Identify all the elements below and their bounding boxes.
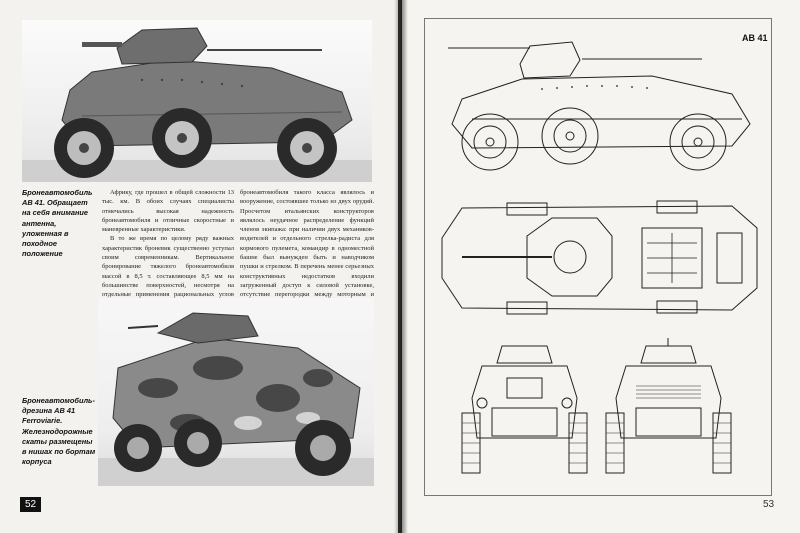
photo-caption-top: Бронеавтомобиль АВ 41. Обращает на себя внимание антенна, уложенная в походное положение [22,188,93,259]
camouflaged-armored-car-photo [98,298,374,486]
paragraph: В то же время по целому ряду важных характеристик броневик существенно уступал своим современникам. Вертикальное бронирование тяжелого бронеавтомобиля массой в 8,5 т. составляющее 8,5 мм на большинстве поверхностей, несмотря на отдельные применения рациональных углов [102,235,234,299]
text-column-2 [240,188,374,309]
top-view-drawing [432,188,768,328]
armored-car-photo-top [22,20,372,182]
page-number-right: 53 [763,499,775,510]
photo-caption-bottom: Бронеавтомобиль-дрезина АВ 41 Ferroviarie. Железнодорожные скаты размещены в нишах по бортам корпуса [22,396,96,467]
paragraph: Африку, где прошел в общей сложности 13 тыс. км. В обоих случаях специалисты отмечались высокая надежность бронеавтомобиля и отличные скоростные и маневренные характеристики. [102,189,234,234]
page-number-left: 52 [20,497,41,512]
front-view-drawing [452,338,597,488]
paragraph: бронеавтомобиля такого класса являлось и вооружение, состоявшее только из двух орудий. Просчетом итальянских конструкторов являлось неудачное распределение функций членов экипажа: при наличии двух механиков-водителей и отдельного стрелка-радиста для кормового пулемета, командир в одноместной башне был вынужден быть и наводчиком пушки и стрелком. В перечень менее серьезных конструктивных недостатков входили загруженный доступ к силовой установке, отсутствие перегородки между моторным и [240,189,374,299]
armored-car-photo-bottom [98,298,374,486]
side-view-drawing [432,24,768,184]
book-gutter-shadow [394,0,408,533]
left-page [0,0,398,533]
armored-car-side-photo [22,20,372,182]
drawing-label: АВ 41 [742,33,768,43]
rear-view-drawing [596,338,741,488]
